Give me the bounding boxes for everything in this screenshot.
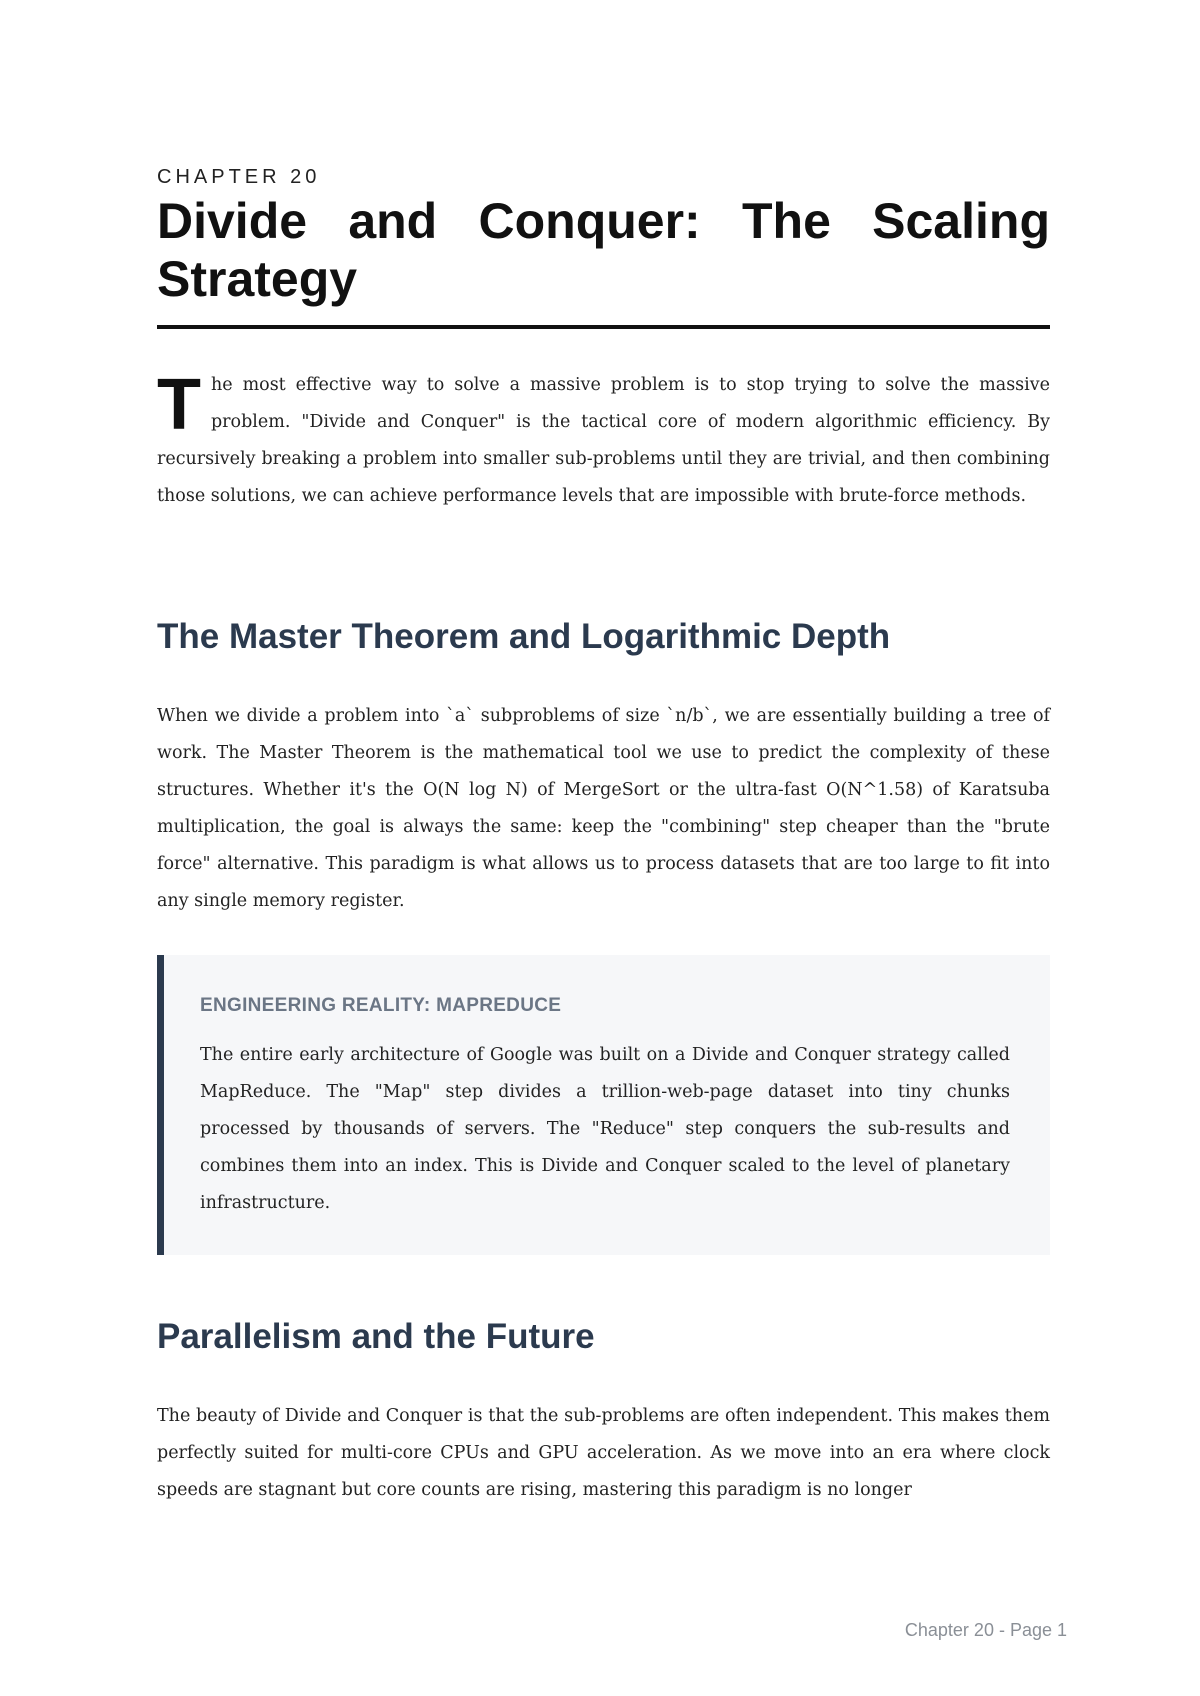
engineering-reality-callout	[157, 955, 1050, 1255]
title-divider	[157, 325, 1050, 329]
section-heading-parallelism: Parallelism and the Future	[157, 1317, 595, 1356]
intro-text: he most effective way to solve a massive problem is to stop trying to solve the massive problem. "Divide and Conquer" is the tactical core of modern algorithmic efficiency. By recursively breaking a problem into smaller sub-problems until they are trivial, and then combining those solutions, we can achieve performance levels that are impossible with brute-force methods.	[157, 375, 1050, 506]
master-theorem-paragraph: When we divide a problem into `a` subproblems of size `n/b`, we are essentially building a tree of work. The Master Theorem is the mathematical tool we use to predict the complexity of these structures. Whether it's the O(N log N) of MergeSort or the ultra-fast O(N^1.58) of Karatsuba multiplication, the goal is always the same: keep the "combining" step cheaper than the "brute force" alternative. This paradigm is what allows us to process datasets that are too large to fit into any single memory register.	[157, 706, 1050, 911]
page-footer: Chapter 20 - Page 1	[904, 1620, 1067, 1640]
chapter-label: CHAPTER 20	[157, 166, 321, 188]
chapter-title: Divide and Conquer: The Scaling Strategy	[157, 193, 1050, 307]
section-heading-master-theorem: The Master Theorem and Logarithmic Depth	[157, 617, 891, 656]
callout-text: The entire early architecture of Google was built on a Divide and Conquer strategy called MapReduce. The "Map" step divides a trillion-web-page dataset into tiny chunks processed by thousands of servers. The "Reduce" step conquers the sub-results and combines them into an index. This is Divide and Conquer scaled to the level of planetary infrastructure.	[200, 1045, 1010, 1213]
intro-paragraph	[157, 367, 1050, 515]
parallelism-paragraph: The beauty of Divide and Conquer is that the sub-problems are often independent. This makes them perfectly suited for multi-core CPUs and GPU acceleration. As we move into an era where clock speeds are stagnant but core counts are rising, mastering this paradigm is no longer	[157, 1406, 1050, 1500]
callout-title: ENGINEERING REALITY: MAPREDUCE	[200, 995, 562, 1016]
drop-cap: T	[157, 365, 201, 445]
